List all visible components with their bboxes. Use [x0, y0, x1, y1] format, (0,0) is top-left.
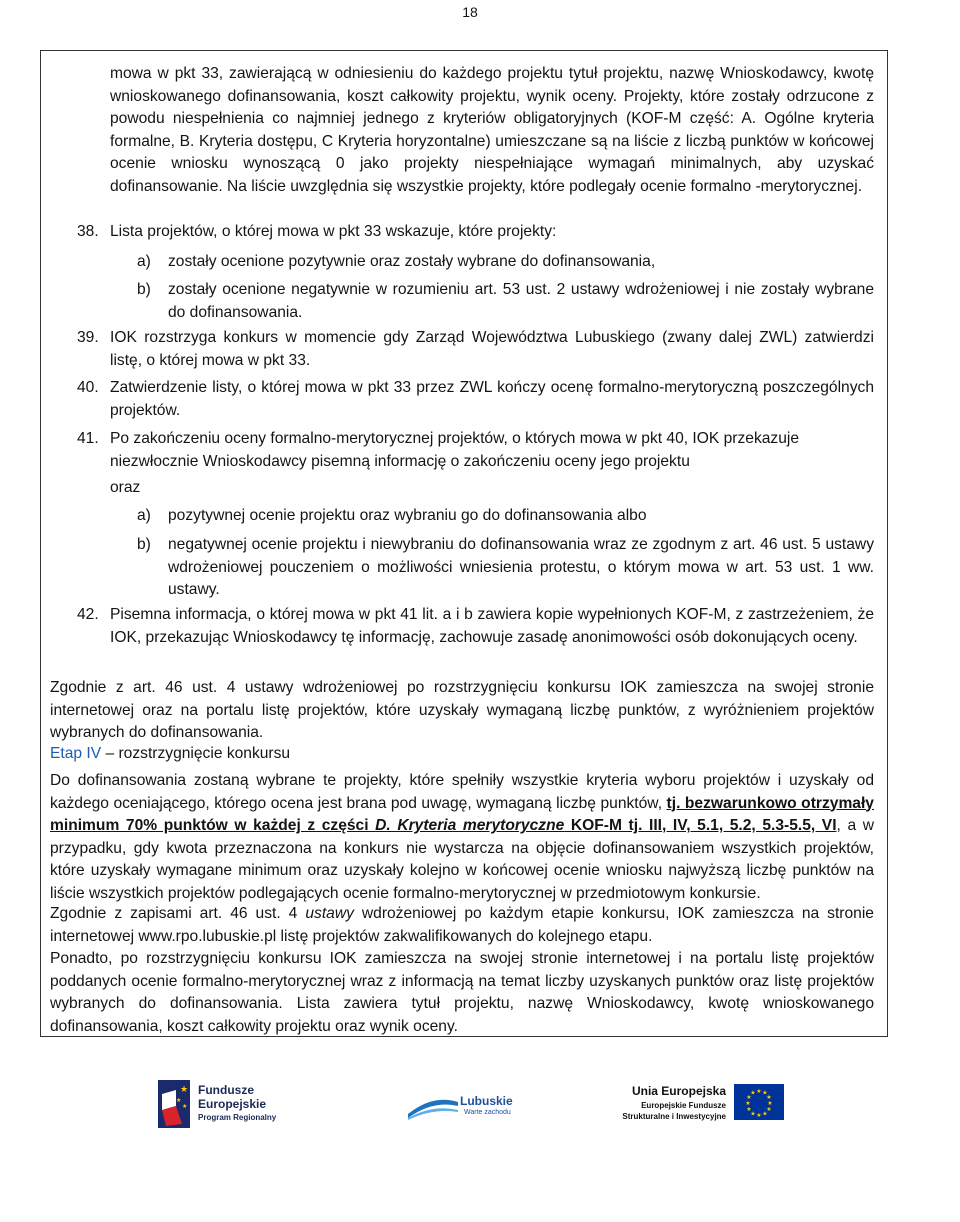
eu-flag-icon — [734, 1084, 784, 1120]
svg-text:★: ★ — [746, 1106, 752, 1113]
item-38-b-label: b) — [137, 281, 151, 298]
svg-text:★: ★ — [750, 1110, 756, 1118]
lub-line2: Warte zachodu — [464, 1109, 511, 1116]
logo-unia-europejska — [604, 1080, 784, 1130]
section-heading-etap-iv — [50, 743, 874, 766]
item-41-b-label: b) — [137, 536, 151, 553]
svg-text:★: ★ — [762, 1110, 768, 1118]
logo-lubuskie — [408, 1086, 528, 1126]
svg-text:★: ★ — [180, 1085, 189, 1095]
paragraph-dofinansowanie — [50, 770, 874, 905]
item-38-number: 38. — [77, 223, 99, 240]
logo-fundusze-europejskie — [158, 1080, 298, 1130]
svg-text:★: ★ — [756, 1088, 762, 1095]
fe-line2: Europejskie — [198, 1097, 267, 1111]
item-40-number: 40. — [77, 379, 99, 396]
svg-text:★: ★ — [746, 1094, 752, 1101]
svg-text:★: ★ — [767, 1100, 773, 1107]
paragraph-zgodnie-art46: Zgodnie z art. 46 ust. 4 ustawy wdrożeniowej po rozstrzygnięciu konkursu IOK zamieszcza na swojej stronie internetowej oraz na portalu listę projektów, które uzyskały wymaganą liczbę punktów, z wyróżnieniem projektów wybranych do dofinansowania. — [50, 679, 874, 741]
page-number: 18 — [462, 4, 478, 20]
zgodnie2-italic: ustawy — [305, 905, 354, 922]
item-41-a-label: a) — [137, 507, 151, 524]
item-38-a-text: zostały ocenione pozytywnie oraz zostały wybrane do dofinansowania, — [168, 253, 656, 270]
fe-line1: Fundusze — [198, 1083, 254, 1097]
item-41-b-text: negatywnej ocenie projektu i niewybraniu do dofinansowania wraz ze zgodnym z art. 46 ust. 5 ustawy wdrożeniowej pouczeniem o możliwości wniesienia protestu, o którym mowa w art. 53 ust. 1 ww. ustawy. — [168, 536, 874, 598]
item-41-oraz: oraz — [110, 479, 141, 496]
item-39-number: 39. — [77, 329, 99, 346]
item-39-text: IOK rozstrzyga konkurs w momencie gdy Zarząd Województwa Lubuskiego (zwany dalej ZWL) zatwierdzi listę, o której mowa w pkt 33. — [110, 329, 874, 369]
svg-text:★: ★ — [766, 1106, 772, 1113]
dofin-bold-italic: D. Kryteria merytoryczne — [375, 817, 565, 834]
svg-text:★: ★ — [176, 1097, 182, 1104]
intro-paragraph: mowa w pkt 33, zawierającą w odniesieniu do każdego projektu tytuł projektu, nazwę Wnioskodawcy, kwotę wnioskowanego dofinansowania, koszt całkowity projektu, wynik oceny. Projekty, które zostały odrzucone z powodu niespełnienia co najmniej jednego z kryteriów obligatoryjnych (KOF-M część: A. Ogólne kryteria formalne, B. Kryteria dostępu, C Kryteria horyzontalne) umieszczane są na liście z liczbą punktów w końcowej ocenie wniosku wynoszącą 0 jako projekty niespełniające wymagań minimalnych, aby uzyskać dofinansowanie. Na liście uwzględnia się wszystkie projekty, które podlegały ocenie formalno -merytorycznej. — [110, 65, 874, 195]
paragraph-zgodnie-zapisami — [50, 903, 874, 948]
dofin-bold-underlined: tj. bezwarunkowo otrzymały minimum 70% punktów w każdej z części — [50, 794, 874, 834]
item-41-a-text: pozytywnej ocenie projektu oraz wybraniu go do dofinansowania albo — [168, 507, 647, 524]
ue-line2: Europejskie Fundusze — [641, 1101, 726, 1110]
ue-line1: Unia Europejska — [631, 1084, 726, 1098]
paragraph-ponadto: Ponadto, po rozstrzygnięciu konkursu IOK zamieszcza na swojej stronie internetowej i na portalu listę projektów poddanych ocenie formalno-merytorycznej wraz z informacją na temat liczby uzyskanych punktów oraz listę projektów wybranych do dofinansowania. Lista zawiera tytuł projektu, nazwę Wnioskodawcy, kwotę wnioskowanego dofinansowania, koszt całkowity projektu oraz wynik oceny. — [50, 950, 874, 1035]
lub-line1: Lubuskie — [460, 1094, 513, 1108]
lubuskie-swoosh-icon — [408, 1092, 458, 1122]
item-42-number: 42. — [77, 606, 99, 623]
zgodnie2-part2: wdrożeniowej po każdym etapie konkursu, IOK zamieszcza na stronie internetowej www.rpo.lubuskie.pl listę projektów zakwalifikowanych do kolejnego etapu. — [50, 905, 874, 945]
item-38-b-text: zostały ocenione negatywnie w rozumieniu art. 53 ust. 2 ustawy wdrożeniowej i nie zostały wybrane do dofinansowania. — [168, 281, 874, 321]
svg-text:★: ★ — [756, 1112, 762, 1119]
item-41-number: 41. — [77, 430, 99, 447]
svg-text:★: ★ — [766, 1094, 772, 1101]
svg-text:★: ★ — [182, 1103, 188, 1110]
svg-text:★: ★ — [745, 1100, 751, 1107]
svg-text:★: ★ — [762, 1089, 768, 1097]
etap-rest: – rozstrzygnięcie konkursu — [101, 745, 291, 762]
item-38-a-label: a) — [137, 253, 151, 270]
fundusze-europejskie-emblem-icon — [158, 1080, 190, 1128]
item-40-text: Zatwierdzenie listy, o której mowa w pkt 33 przez ZWL kończy ocenę formalno-merytoryczną poszczególnych projektów. — [110, 379, 874, 419]
item-42-text: Pisemna informacja, o której mowa w pkt 41 lit. a i b zawiera kopie wypełnionych KOF-M, z zastrzeżeniem, że IOK, przekazując Wnioskodawcy tę informację, zachowuje zasadę anonimowości osób dokonujących oceny. — [110, 606, 874, 646]
etap-label: Etap IV — [50, 745, 102, 762]
item-41-text: Po zakończeniu oceny formalno-merytorycznej projektów, o których mowa w pkt 40, IOK przekazuje niezwłocznie Wnioskodawcy pisemną informację o zakończeniu oceny jego projektu — [110, 430, 800, 470]
dofin-part1: Do dofinansowania zostaną wybrane te projekty, które spełniły wszystkie kryteria wyboru projektów i uzyskały od każdego oceniającego, którego ocena jest brana pod uwagę, wymaganą liczbę punktów, — [50, 772, 874, 812]
fe-line3: Program Regionalny — [198, 1113, 277, 1122]
svg-text:★: ★ — [750, 1089, 756, 1097]
dofin-bold-criteria: KOF-M tj. III, IV, 5.1, 5.2, 5.3-5.5, VI — [564, 817, 837, 834]
dofin-part2: , a w przypadku, gdy kwota przeznaczona na konkurs nie wystarcza na objęcie dofinansowaniem wszystkich projektów, które uzyskały wymagane minimum oraz uzyskały kolejno w końcowej ocenie wniosku najwyższą liczbę punktów na liście wszystkich projektów podlegających ocenie formalno-merytorycznej w przedmiotowym konkursie. — [50, 817, 874, 902]
item-38-text: Lista projektów, o której mowa w pkt 33 wskazuje, które projekty: — [110, 223, 557, 240]
zgodnie2-part1: Zgodnie z zapisami art. 46 ust. 4 — [50, 905, 306, 922]
ue-line3: Strukturalne i Inwestycyjne — [622, 1112, 726, 1121]
